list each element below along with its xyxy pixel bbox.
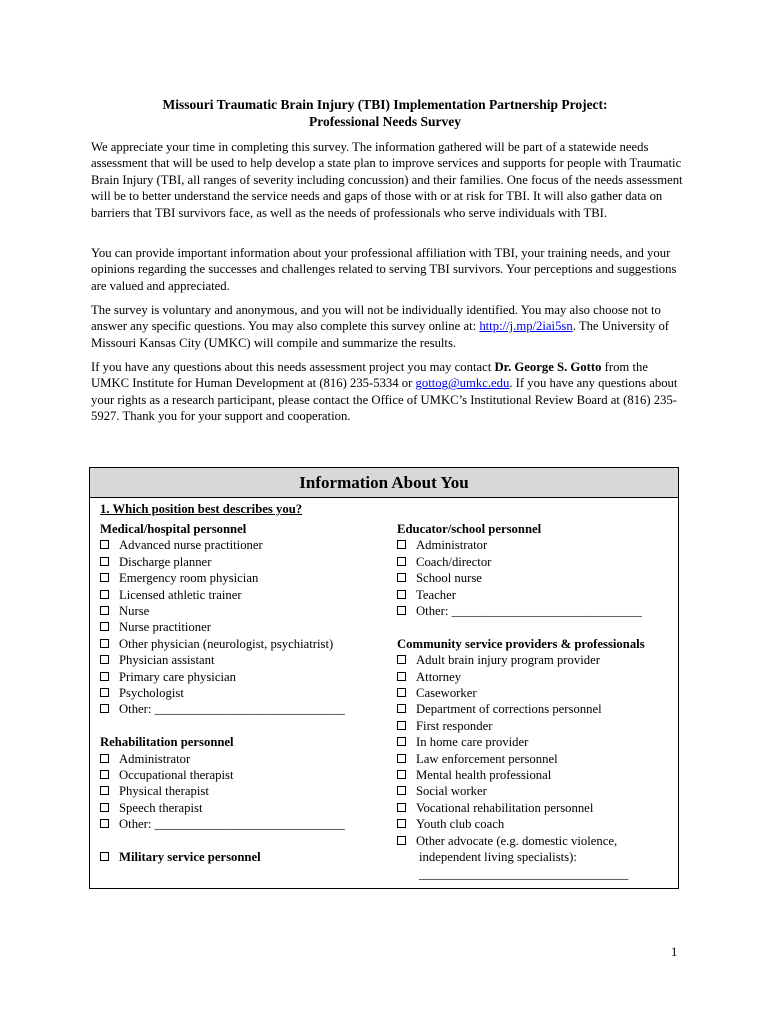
medical-option[interactable] [100, 554, 385, 570]
community-option-label: In home care provider [416, 735, 529, 750]
rehab-option-label: Other: ______________________________ [119, 817, 345, 832]
medical-option-label: Other physician (neurologist, psychiatrist) [119, 636, 334, 651]
community-option[interactable] [397, 833, 672, 849]
contact-text-1: If you have any questions about this needs assessment project you may contact [91, 360, 495, 374]
educator-options [397, 537, 672, 619]
checkbox-icon[interactable] [100, 540, 109, 549]
community-option-label: Attorney [416, 669, 462, 684]
medical-options [100, 537, 385, 717]
checkbox-icon[interactable] [397, 721, 406, 730]
checkbox-icon[interactable] [100, 573, 109, 582]
community-option[interactable] [397, 718, 672, 734]
rehab-option[interactable] [100, 767, 385, 783]
checkbox-icon[interactable] [397, 606, 406, 615]
contact-text-2: from the UMKC Institute for Human Development at (816) 235-5334 or [91, 360, 648, 391]
medical-option-label: Physician assistant [119, 653, 215, 668]
rehab-option[interactable] [100, 816, 385, 832]
checkbox-icon[interactable] [397, 672, 406, 681]
community-option-label: Caseworker [416, 686, 477, 701]
checkbox-icon[interactable] [100, 754, 109, 763]
community-options [397, 652, 672, 849]
checkbox-icon[interactable] [397, 590, 406, 599]
checkbox-icon[interactable] [397, 737, 406, 746]
educator-option[interactable] [397, 587, 672, 603]
right-column [397, 521, 672, 882]
medical-option[interactable] [100, 652, 385, 668]
medical-option-label: Other: ______________________________ [119, 702, 345, 717]
community-option-label: Vocational rehabilitation personnel [416, 800, 594, 815]
medical-option[interactable] [100, 669, 385, 685]
educator-heading: Educator/school personnel [397, 522, 542, 536]
survey-link[interactable]: http://j.mp/2iai5sn [479, 319, 573, 334]
checkbox-icon[interactable] [397, 836, 406, 845]
section-header: Information About You [90, 468, 678, 498]
educator-option-label: Other: ______________________________ [416, 604, 642, 619]
contact-paragraph [91, 359, 683, 425]
medical-option-label: Nurse [119, 604, 150, 619]
voluntary-text-after: . The University of Missouri Kansas City (UMKC) will compile and summarize the results. [91, 319, 670, 350]
contact-email-link[interactable]: gottog@umkc.edu [415, 376, 510, 391]
community-option-label: Department of corrections personnel [416, 702, 602, 717]
community-option-label: Social worker [416, 784, 487, 799]
rehab-heading: Rehabilitation personnel [100, 735, 234, 750]
checkbox-icon[interactable] [100, 852, 109, 861]
rehab-option-label: Speech therapist [119, 800, 203, 815]
medical-option-label: Primary care physician [119, 669, 236, 684]
checkbox-icon[interactable] [397, 557, 406, 566]
checkbox-icon[interactable] [100, 819, 109, 828]
educator-option[interactable] [397, 603, 672, 619]
medical-option-label: Emergency room physician [119, 571, 259, 586]
checkbox-icon[interactable] [397, 573, 406, 582]
survey-title-line2: Professional Needs Survey [309, 114, 461, 129]
community-option[interactable] [397, 701, 672, 717]
checkbox-icon[interactable] [100, 639, 109, 648]
rehab-option-label: Administrator [119, 751, 191, 766]
left-column [100, 521, 385, 866]
voluntary-paragraph [91, 302, 683, 351]
contact-text-3: . If you have any questions about your rights as a research participant, please contact the Office of UMKC’s Institutional Review Board at (816) 235-5927. Thank you for your support and cooperation. [91, 376, 678, 424]
checkbox-icon[interactable] [100, 688, 109, 697]
checkbox-icon[interactable] [397, 819, 406, 828]
checkbox-icon[interactable] [100, 803, 109, 812]
community-option[interactable] [397, 652, 672, 668]
checkbox-icon[interactable] [397, 803, 406, 812]
medical-option[interactable] [100, 685, 385, 701]
educator-option-label: Teacher [416, 587, 456, 602]
other-advocate-blank[interactable]: _________________________________ [419, 866, 629, 881]
checkbox-icon[interactable] [100, 672, 109, 681]
checkbox-icon[interactable] [100, 704, 109, 713]
educator-option-label: School nurse [416, 571, 482, 586]
community-option-label: Mental health professional [416, 768, 552, 783]
contact-name: Dr. George S. Gotto [494, 360, 602, 374]
rehab-option-label: Occupational therapist [119, 768, 234, 783]
checkbox-icon[interactable] [397, 540, 406, 549]
military-label: Military service personnel [119, 850, 261, 865]
checkbox-icon[interactable] [100, 655, 109, 664]
information-about-you-box [89, 467, 679, 889]
medical-option-label: Nurse practitioner [119, 620, 211, 635]
info-paragraph: You can provide important information about your professional affiliation with TBI, your training needs, and your opinions regarding the successes and challenges related to serving TBI survivors. Your perceptions and suggestions are valued and appreciated. [91, 246, 677, 293]
community-option[interactable] [397, 751, 672, 767]
medical-option-label: Advanced nurse practitioner [119, 538, 263, 553]
rehab-options [100, 751, 385, 833]
medical-option-label: Discharge planner [119, 554, 212, 569]
medical-option[interactable] [100, 701, 385, 717]
educator-option[interactable] [397, 537, 672, 553]
intro-paragraph: We appreciate your time in completing this survey. The information gathered will be part of a statewide needs assessment that will be used to help develop a state plan to improve services and supports for people with Traumatic Brain Injury (TBI, all ranges of severity including concussion) and their families. One focus of the needs assessment will be to better understand the service needs and gaps of those with or at risk for TBI. It will also gather data on barriers that TBI survivors face, as well as the needs of professionals who serve individuals with TBI. [91, 140, 683, 220]
rehab-option[interactable] [100, 783, 385, 799]
medical-heading: Medical/hospital personnel [100, 522, 247, 536]
checkbox-icon[interactable] [397, 754, 406, 763]
rehab-option-label: Physical therapist [119, 784, 209, 799]
medical-option[interactable] [100, 603, 385, 619]
medical-option[interactable] [100, 537, 385, 553]
medical-option[interactable] [100, 587, 385, 603]
community-option[interactable] [397, 816, 672, 832]
community-option-label: Youth club coach [416, 817, 505, 832]
community-option-label: Law enforcement personnel [416, 751, 558, 766]
page-number: 1 [671, 945, 678, 959]
checkbox-icon[interactable] [100, 622, 109, 631]
community-option[interactable] [397, 800, 672, 816]
community-option[interactable] [397, 783, 672, 799]
community-option[interactable] [397, 685, 672, 701]
community-option-label: Adult brain injury program provider [416, 653, 600, 668]
survey-title-line1: Missouri Traumatic Brain Injury (TBI) Implementation Partnership Project: [162, 97, 608, 112]
checkbox-icon[interactable] [100, 590, 109, 599]
medical-option-label: Licensed athletic trainer [119, 587, 242, 602]
checkbox-icon[interactable] [397, 770, 406, 779]
community-option-label: Other advocate (e.g. domestic violence, [416, 833, 618, 848]
community-option[interactable] [397, 669, 672, 685]
educator-option[interactable] [397, 554, 672, 570]
medical-option[interactable] [100, 619, 385, 635]
checkbox-icon[interactable] [397, 655, 406, 664]
voluntary-text-before: The survey is voluntary and anonymous, and you will not be individually identified. You may also choose not to answer any specific questions. You may also complete this survey online at: [91, 303, 661, 334]
military-option[interactable] [100, 849, 385, 865]
checkbox-icon[interactable] [100, 557, 109, 566]
community-option-label: First responder [416, 718, 493, 733]
checkbox-icon[interactable] [397, 704, 406, 713]
checkbox-icon[interactable] [397, 786, 406, 795]
checkbox-icon[interactable] [100, 606, 109, 615]
checkbox-icon[interactable] [397, 688, 406, 697]
checkbox-icon[interactable] [100, 786, 109, 795]
other-advocate-continuation: independent living specialists): [419, 850, 577, 865]
medical-option[interactable] [100, 570, 385, 586]
educator-option-label: Administrator [416, 538, 488, 553]
medical-option-label: Psychologist [119, 686, 184, 701]
community-option[interactable] [397, 734, 672, 750]
medical-option[interactable] [100, 636, 385, 652]
community-heading: Community service providers & professionals [397, 636, 645, 651]
checkbox-icon[interactable] [100, 770, 109, 779]
rehab-option[interactable] [100, 751, 385, 767]
rehab-option[interactable] [100, 800, 385, 816]
educator-option[interactable] [397, 570, 672, 586]
educator-option-label: Coach/director [416, 554, 492, 569]
community-option[interactable] [397, 767, 672, 783]
question-1: 1. Which position best describes you? [100, 502, 303, 516]
